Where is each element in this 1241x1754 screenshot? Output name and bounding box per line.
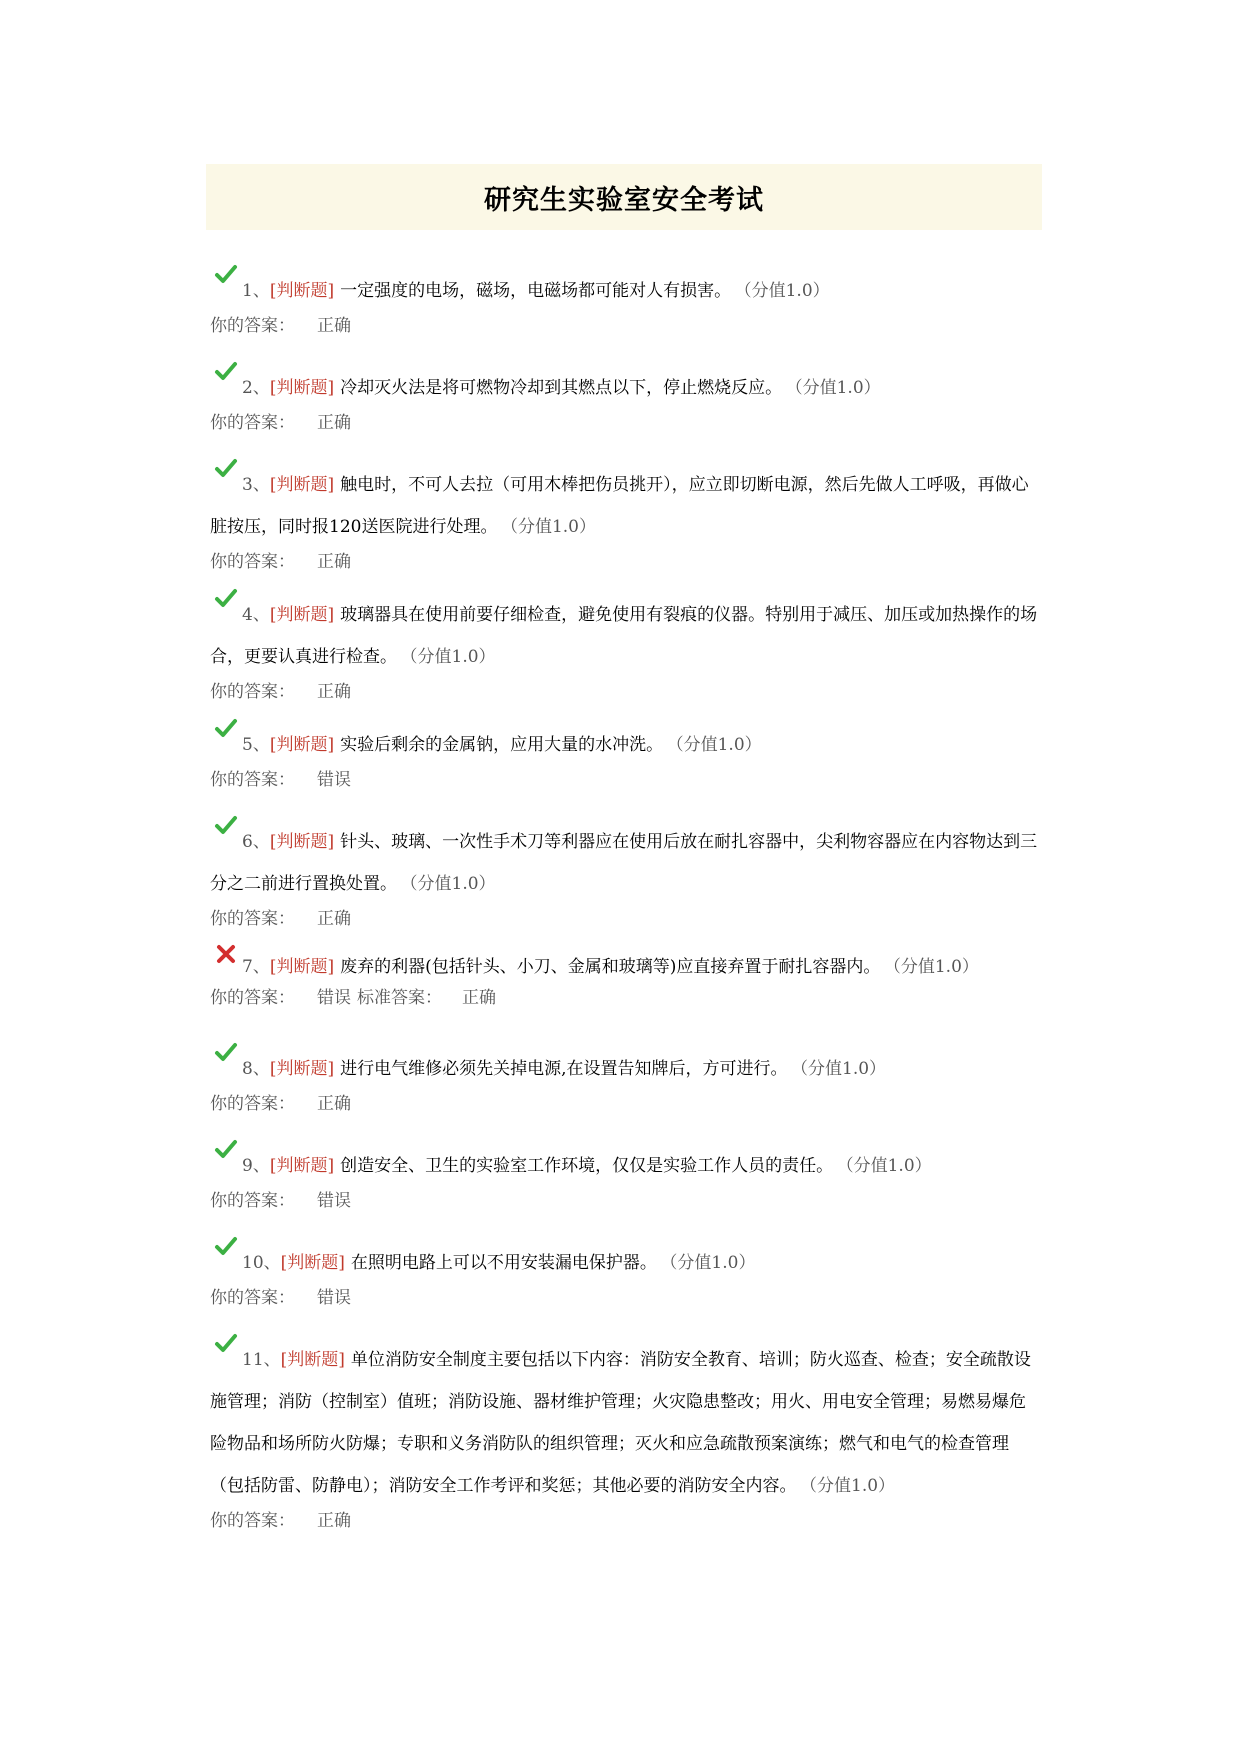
question-type: [判断题] (269, 735, 335, 755)
answer-value: 错误 (317, 770, 351, 790)
check-icon (214, 1137, 238, 1161)
answer-label: 你的答案： (210, 413, 295, 433)
check-icon (214, 1040, 238, 1064)
question-number: 9、 (242, 1156, 270, 1176)
question-text (210, 270, 1040, 312)
question-stem: 一定强度的电场，磁场，电磁场都可能对人有损害。 (340, 281, 732, 301)
question-score: （分值1.0） (808, 1476, 896, 1496)
answer-label: 你的答案： (210, 1191, 295, 1211)
question-number: 4、 (242, 605, 270, 625)
answer-line (210, 1092, 1040, 1116)
question-text (210, 367, 1040, 409)
answer-value: 正确 (317, 413, 351, 433)
question-stem: 废弃的利器(包括针头、小刀、金属和玻璃等)应直接弃置于耐扎容器内。 (340, 957, 881, 977)
question-text (210, 1242, 1040, 1284)
question-score: （分值1.0） (799, 1059, 887, 1079)
question-number: 11、 (242, 1350, 281, 1370)
answer-label: 你的答案： (210, 552, 295, 572)
question-score: （分值1.0） (845, 1156, 932, 1176)
question-score: （分值1.0） (409, 874, 496, 894)
answer-value: 错误 (317, 1191, 351, 1211)
question-item (210, 950, 1040, 1010)
question-stem: 针头、玻璃、一次性手术刀等利器应在使用后放在耐扎容器中，尖利物容器应在内容物达到三分之二前进行置换处置。 (210, 832, 1038, 894)
question-score: （分值1.0） (668, 1253, 756, 1273)
question-item (210, 1048, 1040, 1116)
cross-icon (214, 942, 238, 966)
question-item (210, 270, 1040, 338)
answer-line (210, 680, 1040, 704)
answer-line (210, 1189, 1040, 1213)
question-number: 1、 (242, 281, 270, 301)
answer-label: 你的答案： (210, 1288, 295, 1308)
question-item (210, 1145, 1040, 1213)
question-text (210, 1145, 1040, 1187)
check-icon (214, 262, 238, 286)
answer-line (210, 768, 1040, 792)
question-type: [判断题] (269, 1059, 335, 1079)
question-type: [判断题] (269, 378, 335, 398)
question-score: （分值1.0） (509, 517, 596, 537)
check-icon (214, 586, 238, 610)
answer-label: 你的答案： (210, 316, 295, 336)
question-type: [判断题] (269, 832, 335, 852)
question-type: [判断题] (280, 1350, 345, 1370)
check-icon (214, 813, 238, 837)
answer-line (210, 550, 1040, 574)
question-type: [判断题] (269, 281, 335, 301)
question-item (210, 367, 1040, 435)
question-text (210, 821, 1040, 905)
question-type: [判断题] (269, 1156, 335, 1176)
answer-line (210, 1286, 1040, 1310)
answer-line (210, 411, 1040, 435)
question-number: 8、 (242, 1059, 270, 1079)
question-text (210, 594, 1040, 678)
answer-value: 正确 (317, 552, 351, 572)
question-item (210, 821, 1040, 931)
question-type: [判断题] (269, 957, 335, 977)
question-item (210, 724, 1040, 792)
question-stem: 进行电气维修必须先关掉电源,在设置告知牌后，方可进行。 (340, 1059, 788, 1079)
question-item (210, 464, 1040, 574)
question-number: 2、 (242, 378, 270, 398)
answer-value: 正确 (317, 909, 351, 929)
question-number: 7、 (242, 957, 270, 977)
question-stem: 实验后剩余的金属钠，应用大量的水冲洗。 (340, 735, 664, 755)
answer-value: 正确 (317, 316, 351, 336)
question-item (210, 1339, 1040, 1533)
question-text (210, 1048, 1040, 1090)
answer-line (210, 314, 1040, 338)
answer-line (210, 1509, 1040, 1533)
question-stem: 触电时，不可人去拉（可用木棒把伤员挑开），应立即切断电源，然后先做人工呼吸，再做心脏按压，同时报120送医院进行处理。 (210, 475, 1029, 537)
answer-line (210, 907, 1040, 931)
question-text (210, 950, 1040, 984)
question-score: （分值1.0） (892, 957, 979, 977)
standard-answer-value: 正确 (462, 988, 496, 1008)
answer-value: 正确 (317, 1094, 351, 1114)
question-number: 5、 (242, 735, 270, 755)
question-text (210, 464, 1040, 548)
check-icon (214, 1234, 238, 1258)
question-stem: 在照明电路上可以不用安装漏电保护器。 (350, 1253, 657, 1273)
answer-value: 正确 (317, 682, 351, 702)
question-text (210, 724, 1040, 766)
answer-label: 你的答案： (210, 770, 295, 790)
question-type: [判断题] (269, 475, 335, 495)
title-bar (206, 164, 1042, 230)
question-stem: 冷却灭火法是将可燃物冷却到其燃点以下，停止燃烧反应。 (340, 378, 783, 398)
question-stem: 单位消防安全制度主要包括以下内容：消防安全教育、培训；防火巡查、检查；安全疏散设施管理；消防（控制室）值班；消防设施、器材维护管理；火灾隐患整改；用火、用电安全管理；易燃易爆危险物品和场所防火防爆；专职和义务消防队的组织管理；灭火和应急疏散预案演练；燃气和电气的检查管理（包括防雷、防静电）；消防安全工作考评和奖惩；其他必要的消防安全内容。 (210, 1350, 1031, 1496)
page-title: 研究生实验室安全考试 (484, 184, 764, 216)
question-item (210, 1242, 1040, 1310)
question-type: [判断题] (269, 605, 335, 625)
question-number: 6、 (242, 832, 270, 852)
question-score: （分值1.0） (409, 647, 496, 667)
check-icon (214, 1331, 238, 1355)
check-icon (214, 359, 238, 383)
question-score: （分值1.0） (794, 378, 881, 398)
question-number: 3、 (242, 475, 270, 495)
answer-value: 错误 (317, 1288, 351, 1308)
answer-value: 正确 (317, 1511, 351, 1531)
question-score: （分值1.0） (743, 281, 830, 301)
answer-label: 你的答案： (210, 988, 295, 1008)
question-item (210, 594, 1040, 704)
question-score: （分值1.0） (675, 735, 762, 755)
question-stem: 创造安全、卫生的实验室工作环境，仅仅是实验工作人员的责任。 (340, 1156, 834, 1176)
answer-label: 你的答案： (210, 1511, 295, 1531)
standard-answer-label: 标准答案： (357, 988, 442, 1008)
check-icon (214, 716, 238, 740)
answer-label: 你的答案： (210, 909, 295, 929)
question-type: [判断题] (280, 1253, 345, 1273)
answer-label: 你的答案： (210, 1094, 295, 1114)
question-stem: 玻璃器具在使用前要仔细检查，避免使用有裂痕的仪器。特别用于减压、加压或加热操作的场合，更要认真进行检查。 (210, 605, 1038, 667)
question-text (210, 1339, 1040, 1507)
check-icon (214, 456, 238, 480)
answer-line (210, 986, 1040, 1010)
answer-label: 你的答案： (210, 682, 295, 702)
answer-value: 错误 (317, 988, 351, 1008)
question-number: 10、 (242, 1253, 281, 1273)
